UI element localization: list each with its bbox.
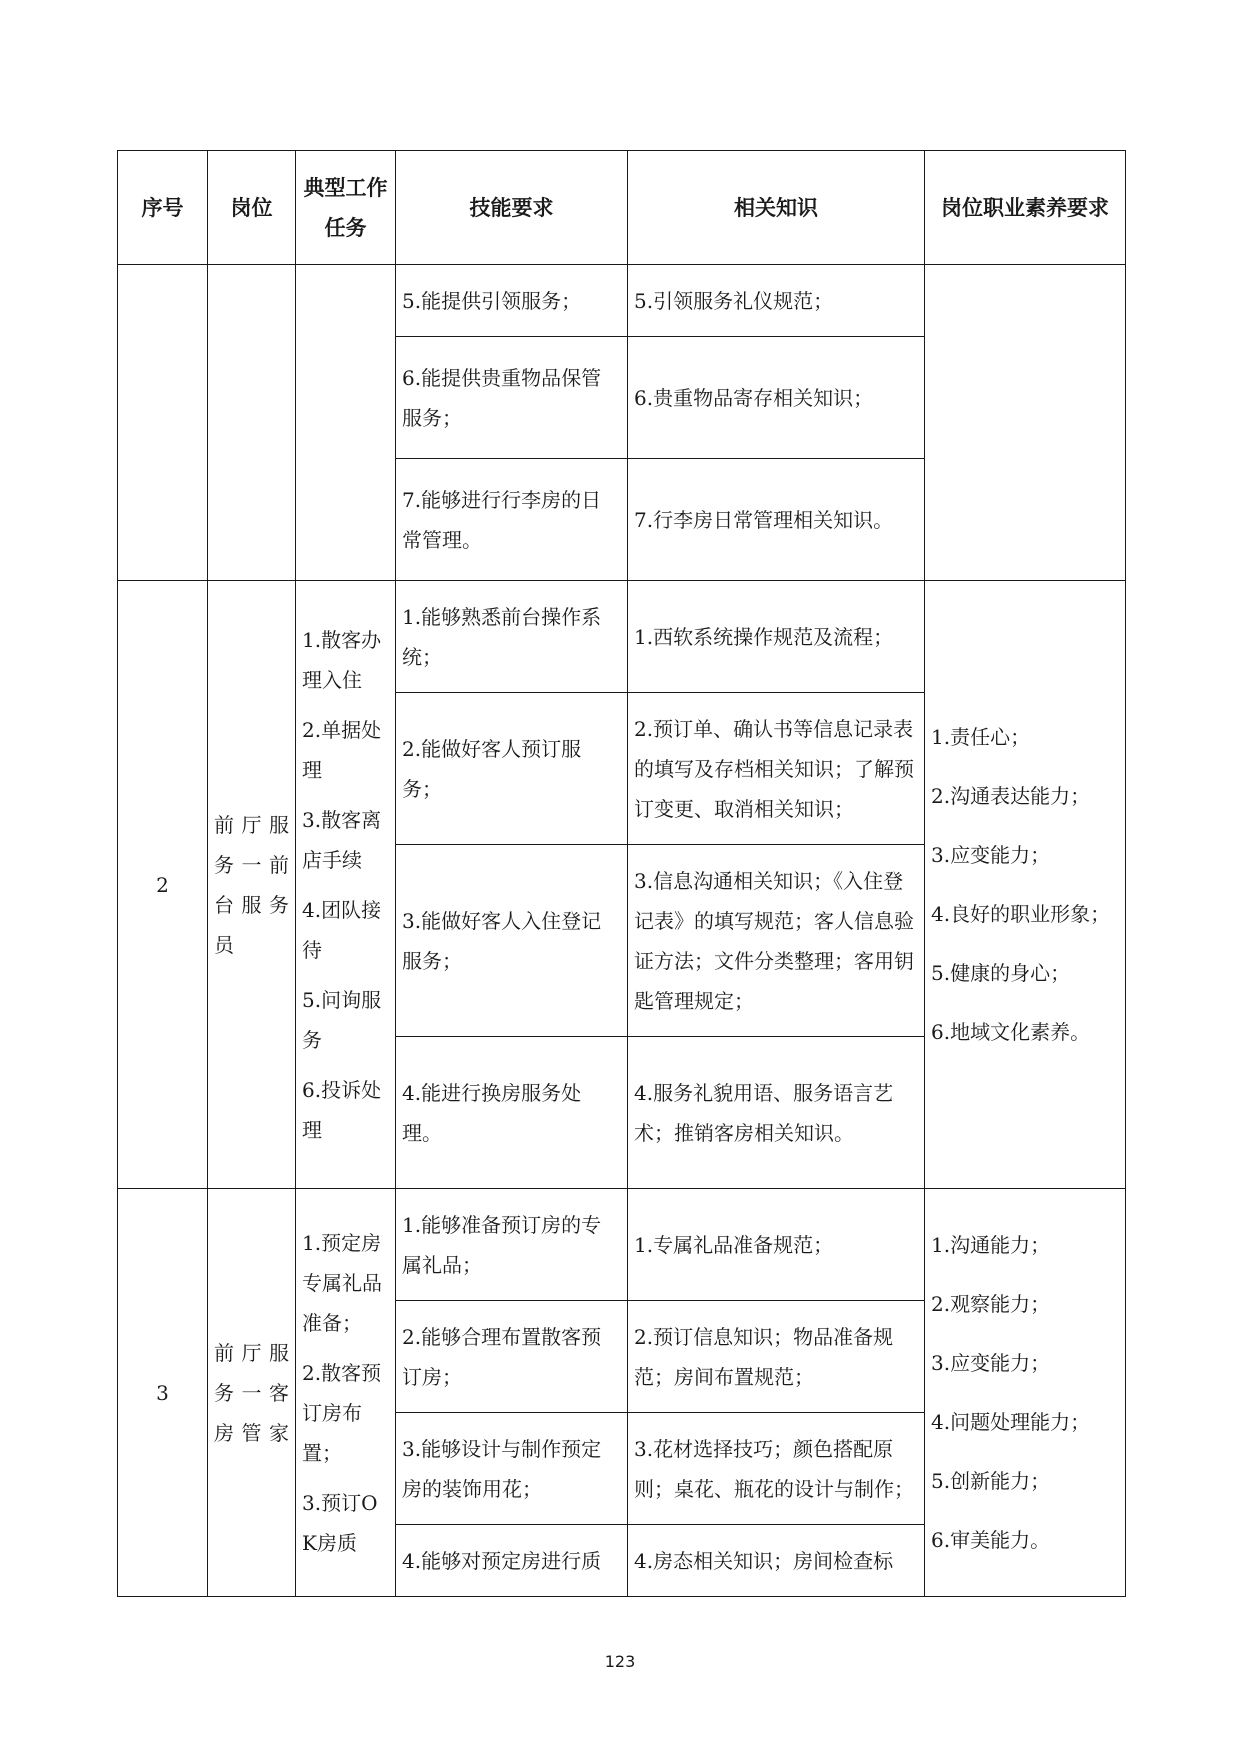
position-cell: 前厅服务一客房管家 — [208, 1189, 296, 1597]
task-item: 1.预定房专属礼品准备； — [302, 1230, 382, 1335]
header-num: 序号 — [118, 151, 208, 265]
task-cell — [296, 1189, 396, 1597]
num-cell — [118, 265, 208, 581]
header-skill: 技能要求 — [396, 151, 628, 265]
knowledge-cell: 3.花材选择技巧；颜色搭配原则；桌花、瓶花的设计与制作； — [628, 1413, 925, 1525]
skill-cell: 4.能够对预定房进行质 — [396, 1525, 628, 1597]
quality-item: 3.应变能力； — [931, 1350, 1051, 1375]
task-item: 2.散客预订房布置； — [302, 1360, 382, 1465]
position-cell — [208, 265, 296, 581]
task-item: 4.团队接待 — [302, 897, 382, 962]
skill-cell: 3.能够设计与制作预定房的装饰用花； — [396, 1413, 628, 1525]
quality-cell — [925, 581, 1126, 1189]
knowledge-cell: 4.房态相关知识；房间检查标 — [628, 1525, 925, 1597]
quality-item: 6.审美能力。 — [931, 1527, 1051, 1552]
quality-item: 3.应变能力； — [931, 842, 1051, 867]
quality-item: 5.健康的身心； — [931, 960, 1071, 985]
task-item: 6.投诉处理 — [302, 1077, 382, 1142]
header-position: 岗位 — [208, 151, 296, 265]
knowledge-cell: 7.行李房日常管理相关知识。 — [628, 459, 925, 581]
quality-item: 2.观察能力； — [931, 1291, 1051, 1316]
quality-item: 6.地域文化素养。 — [931, 1019, 1091, 1044]
quality-item: 1.责任心； — [931, 724, 1031, 749]
skill-cell: 2.能做好客人预订服务； — [396, 693, 628, 845]
page-number: 123 — [604, 1652, 636, 1671]
num-cell: 3 — [118, 1189, 208, 1597]
table-row — [118, 1189, 1126, 1301]
task-item: 1.散客办理入住 — [302, 627, 382, 692]
skill-cell: 2.能够合理布置散客预订房； — [396, 1301, 628, 1413]
num-cell: 2 — [118, 581, 208, 1189]
table-row — [118, 265, 1126, 337]
header-quality: 岗位职业素养要求 — [925, 151, 1126, 265]
task-item: 2.单据处理 — [302, 717, 382, 782]
skill-cell: 4.能进行换房服务处理。 — [396, 1037, 628, 1189]
task-item: 3.预订OK房质 — [302, 1490, 378, 1555]
quality-item: 2.沟通表达能力； — [931, 783, 1091, 808]
skill-cell: 3.能做好客人入住登记服务； — [396, 845, 628, 1037]
competency-table — [117, 150, 1126, 1597]
skill-cell: 5.能提供引领服务； — [396, 265, 628, 337]
quality-item: 1.沟通能力； — [931, 1232, 1051, 1257]
table-row — [118, 581, 1126, 693]
quality-cell — [925, 1189, 1126, 1597]
knowledge-cell: 2.预订信息知识；物品准备规范；房间布置规范； — [628, 1301, 925, 1413]
knowledge-cell: 4.服务礼貌用语、服务语言艺术；推销客房相关知识。 — [628, 1037, 925, 1189]
skill-cell: 6.能提供贵重物品保管服务； — [396, 337, 628, 459]
position-cell: 前厅服务一前台服务员 — [208, 581, 296, 1189]
knowledge-cell: 1.西软系统操作规范及流程； — [628, 581, 925, 693]
skill-cell: 1.能够熟悉前台操作系统； — [396, 581, 628, 693]
task-item: 3.散客离店手续 — [302, 807, 382, 872]
quality-cell — [925, 265, 1126, 581]
header-task: 典型工作任务 — [296, 151, 396, 265]
header-knowledge: 相关知识 — [628, 151, 925, 265]
quality-item: 5.创新能力； — [931, 1468, 1051, 1493]
task-item: 5.问询服务 — [302, 987, 382, 1052]
knowledge-cell: 3.信息沟通相关知识；《入住登记表》的填写规范；客人信息验证方法；文件分类整理；客用钥匙管理规定； — [628, 845, 925, 1037]
skill-cell: 7.能够进行行李房的日常管理。 — [396, 459, 628, 581]
header-row — [118, 151, 1126, 265]
knowledge-cell: 6.贵重物品寄存相关知识； — [628, 337, 925, 459]
task-cell — [296, 581, 396, 1189]
quality-item: 4.问题处理能力； — [931, 1409, 1091, 1434]
skill-cell: 1.能够准备预订房的专属礼品； — [396, 1189, 628, 1301]
knowledge-cell: 1.专属礼品准备规范； — [628, 1189, 925, 1301]
knowledge-cell: 5.引领服务礼仪规范； — [628, 265, 925, 337]
quality-item: 4.良好的职业形象； — [931, 901, 1111, 926]
knowledge-cell: 2.预订单、确认书等信息记录表的填写及存档相关知识；了解预订变更、取消相关知识； — [628, 693, 925, 845]
task-cell — [296, 265, 396, 581]
